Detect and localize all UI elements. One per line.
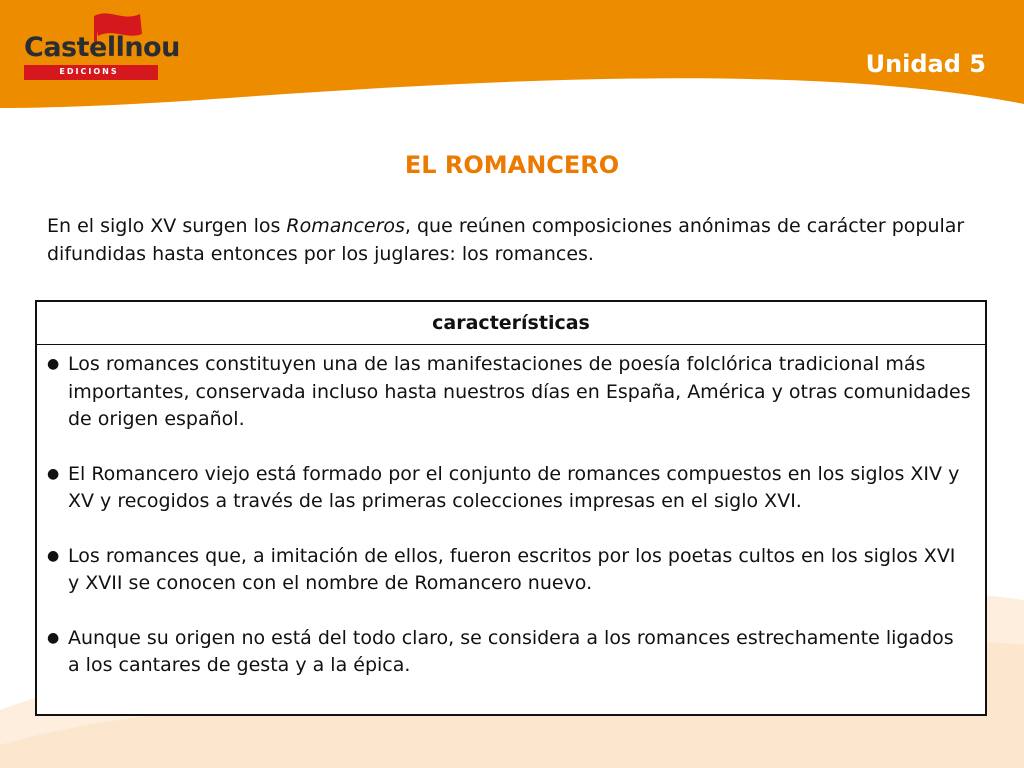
brand-subname: EDICIONS bbox=[59, 67, 119, 76]
bullet-icon: ● bbox=[47, 465, 60, 482]
characteristics-table bbox=[35, 300, 987, 716]
table-body bbox=[37, 345, 985, 680]
table-header: características bbox=[37, 302, 985, 345]
list-item-text: Aunque su origen no está del todo claro, se considera a los romances estrechamente ligados a los cantares de gesta y a la épica. bbox=[68, 626, 954, 676]
bullet-icon: ● bbox=[47, 547, 60, 564]
list-item-text: El Romancero viejo está formado por el conjunto de romances compuestos en los siglos XIV y XV y recogidos a través de las primeras colecciones impresas en el siglo XVI. bbox=[68, 462, 960, 512]
intro-text-end: , que reúnen composiciones anónimas de carácter popular difundidas hasta entonces por los juglares: los romances. bbox=[47, 215, 965, 265]
page-title: EL ROMANCERO bbox=[404, 151, 620, 179]
characteristics-list bbox=[47, 351, 971, 680]
intro-emphasis: Romanceros bbox=[286, 215, 405, 237]
list-item bbox=[47, 543, 971, 598]
bullet-icon: ● bbox=[47, 356, 60, 372]
list-item-text: Los romances constituyen una de las manifestaciones de poesía folclórica tradicional más importantes, conservada incluso hasta nuestros días en España, América y otras comunidades de origen español. bbox=[68, 353, 971, 430]
unit-label: Unidad 5 bbox=[865, 50, 986, 78]
list-item bbox=[47, 351, 971, 434]
bullet-icon: ● bbox=[47, 629, 60, 646]
list-item bbox=[47, 461, 971, 516]
list-item bbox=[47, 625, 971, 680]
brand-name: Castellnou bbox=[24, 32, 180, 63]
list-item-text: Los romances que, a imitación de ellos, fueron escritos por los poetas cultos en los siglos XVI y XVII se conocen con el nombre de Romancero nuevo. bbox=[68, 544, 956, 594]
intro-text-start: En el siglo XV surgen los bbox=[47, 215, 287, 237]
brand-logo bbox=[22, 8, 180, 78]
intro-paragraph bbox=[47, 212, 987, 268]
